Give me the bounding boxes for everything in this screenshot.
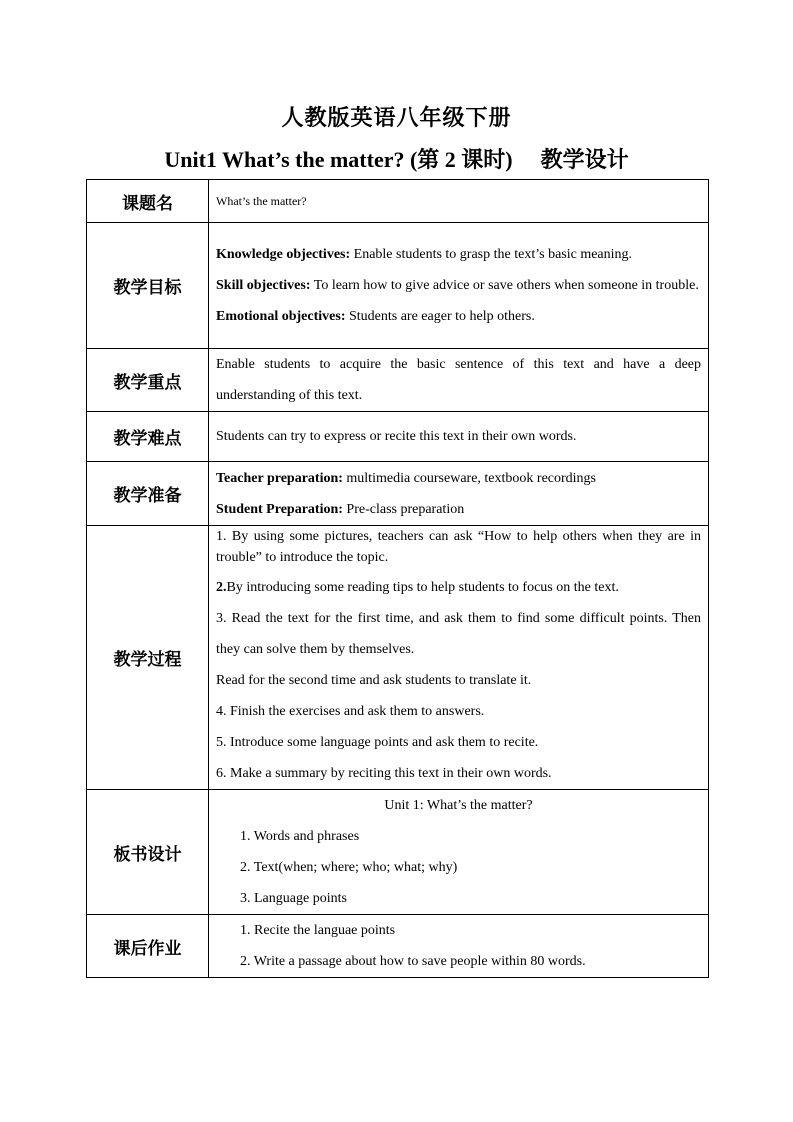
student-preparation: Student Preparation: Pre-class preparation [216,501,465,517]
label-objectives: 教学目标 [87,223,209,349]
label-key-points: 教学重点 [87,349,209,412]
board-item: 2. Text(when; where; who; what; why) [240,860,458,875]
content-homework [209,915,709,978]
label-preparation: 教学准备 [87,462,209,526]
subtitle-tail: 教学设计 [540,147,629,172]
row-key-points [87,349,709,412]
teacher-preparation: Teacher preparation: multimedia courseware, textbook recordings [216,470,596,486]
homework-item: 1. Recite the languae points [240,923,396,938]
row-homework [87,915,709,978]
content-topic [209,180,709,223]
label-board: 板书设计 [87,790,209,915]
document-subtitle [0,143,793,174]
content-key-points [209,349,709,412]
process-step-2: 2.By introducing some reading tips to help students to focus on the text. [216,580,619,595]
content-process [209,526,709,790]
board-heading: Unit 1: What’s the matter? [384,798,533,813]
board-item: 1. Words and phrases [240,829,360,844]
knowledge-objective: Knowledge objectives: Enable students to grasp the text’s basic meaning. [216,247,633,262]
process-step-4: 4. Finish the exercises and ask them to answers. [216,704,485,719]
row-preparation [87,462,709,526]
row-board [87,790,709,915]
content-board [209,790,709,915]
content-preparation [209,462,709,526]
row-objectives [87,223,709,349]
row-topic [87,180,709,223]
process-step-6: 6. Make a summary by reciting this text in their own words. [216,766,552,781]
process-step-3b: Read for the second time and ask students to translate it. [216,673,532,688]
subtitle-main: Unit1 What’s the matter? (第 2 课时) [164,147,513,172]
label-difficulties: 教学难点 [87,412,209,462]
lesson-plan-table [86,179,709,978]
skill-objective: Skill objectives: To learn how to give advice or save others when someone in trouble. [216,278,699,293]
process-step-5: 5. Introduce some language points and ask them to recite. [216,735,539,750]
process-step-3: 3. Read the text for the first time, and ask them to find some difficult points. Then they can solve them by themselves. [216,611,701,657]
document-title: 人教版英语八年级下册 [281,105,512,130]
difficulties-text: Students can try to express or recite this text in their own words. [216,429,577,444]
label-homework: 课后作业 [87,915,209,978]
topic-text: What’s the matter? [216,194,307,208]
emotional-objective: Emotional objectives: Students are eager to help others. [216,309,535,324]
label-process: 教学过程 [87,526,209,790]
board-item: 3. Language points [240,891,347,906]
label-topic: 课题名 [87,180,209,223]
content-difficulties [209,412,709,462]
row-process [87,526,709,790]
homework-item: 2. Write a passage about how to save people within 80 words. [240,954,586,969]
key-points-text: Enable students to acquire the basic sentence of this text and have a deep understanding of this text. [216,357,701,403]
content-objectives [209,223,709,349]
row-difficulties [87,412,709,462]
process-step-1: 1. By using some pictures, teachers can ask “How to help others when they are in trouble” to introduce the topic. [216,529,701,565]
